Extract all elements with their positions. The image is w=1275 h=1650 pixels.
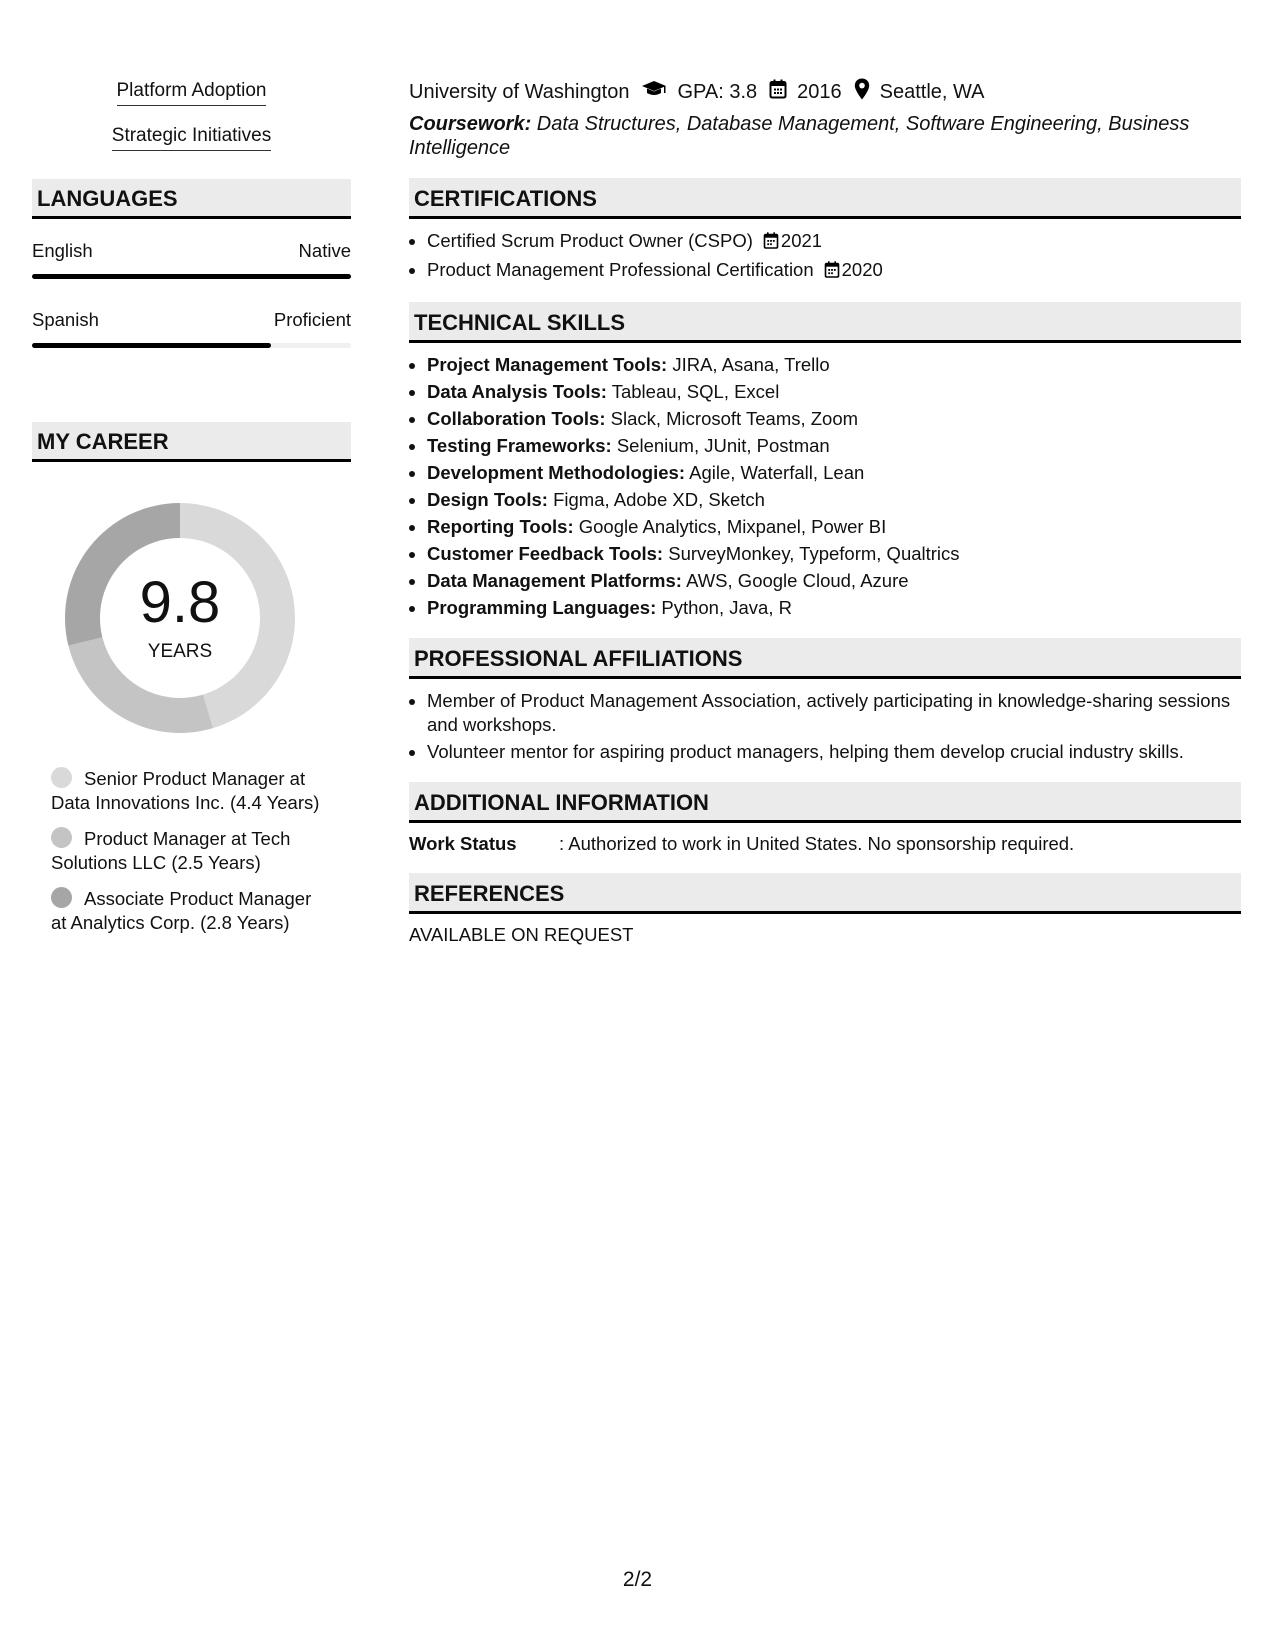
- certifications-heading: CERTIFICATIONS: [409, 178, 1241, 219]
- career-item: Product Manager at Tech Solutions LLC (2.5 Years): [51, 828, 291, 873]
- affiliations-list: [409, 689, 1241, 764]
- skill-item: • Reporting Tools: Google Analytics, Mixpanel, Power BI: [427, 515, 1241, 539]
- technical-skills-list: [409, 353, 1241, 620]
- career-total-unit: YEARS: [147, 641, 213, 662]
- sidebar: [32, 80, 351, 947]
- language-item-english: [32, 240, 351, 279]
- skill-item: • Testing Frameworks: Selenium, JUnit, Postman: [427, 434, 1241, 458]
- calendar-icon: [763, 231, 779, 255]
- language-level: Proficient: [273, 309, 351, 330]
- legend-dot: [51, 767, 72, 788]
- work-status-value: : Authorized to work in United States. No sponsorship required.: [559, 833, 1075, 854]
- language-item-spanish: [32, 309, 351, 348]
- skill-item: • Data Management Platforms: AWS, Google Cloud, Azure: [427, 569, 1241, 593]
- language-bar-fill: [32, 343, 271, 348]
- certification-item: • Product Management Professional Certification 2020: [427, 258, 1241, 284]
- certification-item: • Certified Scrum Product Owner (CSPO) 2021: [427, 229, 1241, 255]
- skill-item: • Design Tools: Figma, Adobe XD, Sketch: [427, 488, 1241, 512]
- skill-item: • Programming Languages: Python, Java, R: [427, 596, 1241, 620]
- career-heading: MY CAREER: [32, 422, 351, 462]
- work-status-label: Work Status: [409, 833, 517, 854]
- affiliation-item: • Member of Product Management Association, actively participating in knowledge-sharing sessions and workshops.: [427, 689, 1241, 737]
- language-level: Native: [298, 240, 351, 261]
- technical-skills-heading: TECHNICAL SKILLS: [409, 302, 1241, 343]
- language-name: Spanish: [32, 309, 99, 330]
- affiliations-heading: PROFESSIONAL AFFILIATIONS: [409, 638, 1241, 679]
- skill-item: • Customer Feedback Tools: SurveyMonkey, Typeform, Qualtrics: [427, 542, 1241, 566]
- main-content: [409, 76, 1241, 946]
- references-heading: REFERENCES: [409, 873, 1241, 914]
- language-name: English: [32, 240, 93, 261]
- references-text: AVAILABLE ON REQUEST: [409, 924, 634, 945]
- career-item: Associate Product Manager at Analytics Corp. (2.8 Years): [51, 888, 312, 933]
- skill-item: • Development Methodologies: Agile, Waterfall, Lean: [427, 461, 1241, 485]
- languages-heading: LANGUAGES: [32, 179, 351, 219]
- coursework: [409, 112, 1241, 160]
- coursework-list: Data Structures, Database Management, Software Engineering, Business Intelligence: [409, 113, 1190, 159]
- career-item: Senior Product Manager at Data Innovations Inc. (4.4 Years): [51, 768, 320, 813]
- skill-item: • Collaboration Tools: Slack, Microsoft Teams, Zoom: [427, 407, 1241, 431]
- skill-item: • Project Management Tools: JIRA, Asana, Trello: [427, 353, 1241, 377]
- career-donut-chart: [65, 503, 295, 733]
- language-bar-fill: [32, 274, 351, 279]
- education-school: University of Washington: [409, 80, 630, 103]
- career-list: [32, 767, 351, 935]
- calendar-icon: [769, 79, 787, 105]
- education-location: Seattle, WA: [879, 80, 985, 103]
- legend-dot: [51, 887, 72, 908]
- language-bar: [32, 274, 351, 279]
- page-number: 2/2: [622, 1568, 653, 1591]
- work-status-row: [409, 833, 1241, 855]
- certification-year: 2020: [841, 259, 883, 280]
- legend-dot: [51, 827, 72, 848]
- skill-item: • Data Analysis Tools: Tableau, SQL, Excel: [427, 380, 1241, 404]
- skill-tag: Strategic Initiatives: [32, 125, 351, 151]
- graduation-cap-icon: [641, 80, 667, 104]
- language-bar: [32, 343, 351, 348]
- map-pin-icon: [854, 78, 870, 106]
- affiliation-item: • Volunteer mentor for aspiring product managers, helping them develop crucial industry skills.: [427, 740, 1241, 764]
- career-total-years: 9.8: [139, 570, 221, 635]
- education-year: 2016: [797, 80, 842, 103]
- coursework-label: Coursework:: [409, 113, 532, 135]
- additional-info-heading: ADDITIONAL INFORMATION: [409, 782, 1241, 823]
- education-gpa: GPA: 3.8: [677, 80, 758, 103]
- certification-year: 2021: [780, 230, 823, 251]
- education-line: [409, 76, 1241, 108]
- skill-tag: Platform Adoption: [32, 80, 351, 106]
- certifications-list: [409, 229, 1241, 284]
- calendar-icon: [824, 260, 840, 284]
